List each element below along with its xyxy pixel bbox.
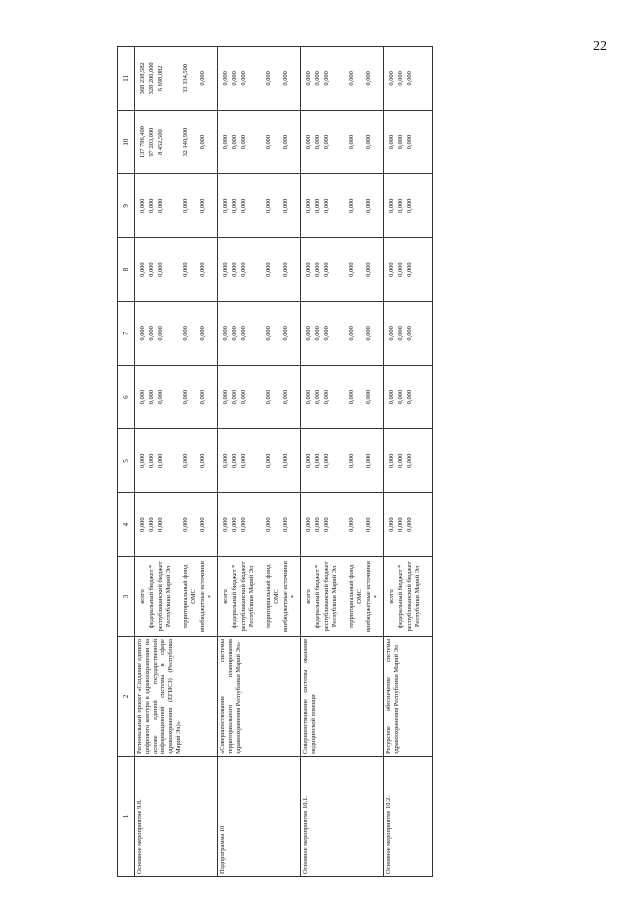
value-column-cell [301,238,384,302]
value-cell: 0,000 [397,134,404,150]
value-cell: 0,000 [139,326,146,341]
value-cell: 0,000 [240,198,247,214]
value-cell: 0,000 [388,453,395,469]
name-cell: Ресурсное обеспечение системы здравоохранения Республики Марий Эл [384,637,433,757]
value-cell: 0,000 [157,517,164,532]
value-column-cell [384,238,433,302]
value-column-cell [135,429,218,493]
value-cell: 0,000 [282,517,289,532]
value-cell: 0,000 [314,326,321,341]
value-cell: 0,000 [282,326,289,341]
value-cell: 0,000 [397,71,404,86]
value-cell: 0,000 [157,389,164,405]
funding-source-label: территориальный фонд ОМС [265,564,280,629]
value-cell: 0,000 [222,71,229,86]
name-cell: «Совершенствование системы территориального планирования здравоохранения Республики Марий Эл» [218,637,301,757]
column-header: 9 [118,174,135,238]
value-cell: 0,000 [397,453,404,469]
value-column-cell [135,493,218,557]
value-cell: 0,000 [314,453,321,469]
value-cell: 0,000 [388,134,395,150]
value-cell: 0,000 [222,198,229,214]
funding-source-label: федеральный бюджет * [148,564,155,629]
value-column-cell [384,174,433,238]
value-cell: 0,000 [323,389,330,405]
value-column-cell [301,110,384,174]
value-column-cell [218,110,301,174]
value-cell: 0,000 [365,517,372,532]
value-cell: 0,000 [148,517,155,532]
value-cell: 33 334,500 [182,64,189,93]
value-cell: 0,000 [323,326,330,341]
value-cell: 0,000 [406,326,413,341]
value-cell: 0,000 [182,453,189,469]
value-cell: 0,000 [314,262,321,277]
value-cell: 0,000 [282,262,289,277]
value-cell: 0,000 [240,517,247,532]
value-cell: 0,000 [305,134,312,150]
value-cell: 0,000 [139,453,146,469]
value-cell: 0,000 [406,71,413,86]
value-cell: 0,000 [365,389,372,405]
value-cell: 0,000 [365,262,372,277]
value-cell: 0,000 [265,71,272,86]
value-cell: 0,000 [348,389,355,405]
value-cell: 0,000 [314,71,321,86]
value-column-cell [301,174,384,238]
value-cell: 0,000 [240,262,247,277]
value-cell: 0,000 [348,71,355,86]
column-header: 11 [118,47,135,111]
value-cell: 0,000 [282,389,289,405]
value-cell: 0,000 [305,453,312,469]
name-cell: Совершенствование системы оказания медицинской помощи [301,637,384,757]
value-cell: 0,000 [305,326,312,341]
column-header: 6 [118,365,135,429]
value-column-cell [301,302,384,366]
value-cell: 0,000 [406,262,413,277]
value-cell: 0,000 [240,326,247,341]
funding-sources-cell [135,557,218,637]
value-column-cell [135,238,218,302]
value-cell: 0,000 [182,198,189,214]
column-header: 3 [118,557,135,637]
value-cell: 137 796,400 [139,126,146,159]
value-cell: 0,000 [199,389,206,405]
event-cell: Основное мероприятие 10.2. [384,757,433,877]
value-cell: 0,000 [348,326,355,341]
value-cell: 0,000 [388,71,395,86]
value-cell: 0,000 [231,198,238,214]
value-cell: 0,000 [323,134,330,150]
value-cell: 0,000 [314,198,321,214]
value-cell: 0,000 [388,198,395,214]
rotated-table-sheet [117,47,537,877]
value-cell: 0,000 [199,453,206,469]
value-cell: 0,000 [182,517,189,532]
value-column-cell [384,365,433,429]
value-cell: 0,000 [157,262,164,277]
value-cell: 0,000 [406,134,413,150]
value-cell: 0,000 [222,517,229,532]
value-cell: 0,000 [157,453,164,469]
value-cell: 0,000 [265,517,272,532]
value-cell: 0,000 [265,389,272,405]
value-column-cell [384,429,433,493]
value-cell: 0,000 [199,134,206,150]
funding-source-label: республиканский бюджет Республики Марий Эл [240,561,255,632]
value-cell: 0,000 [323,262,330,277]
funding-source-label: республиканский бюджет Республики Марий Эл [323,561,338,632]
funding-source-label: федеральный бюджет * [397,564,404,629]
value-cell: 0,000 [397,262,404,277]
value-cell: 0,000 [323,198,330,214]
value-column-cell [218,47,301,111]
value-cell: 0,000 [348,453,355,469]
event-cell: Основное мероприятие 10.1. [301,757,384,877]
funding-source-label: республиканский бюджет Республики Марий Эл [406,561,421,632]
value-cell: 0,000 [222,262,229,277]
value-cell: 0,000 [305,262,312,277]
value-column-cell [301,365,384,429]
value-column-cell [218,174,301,238]
funding-sources-cell [218,557,301,637]
funding-source-label: внебюджетные источники * [365,561,380,632]
value-column-cell [384,302,433,366]
value-cell: 0,000 [406,453,413,469]
value-cell: 0,000 [139,389,146,405]
column-header: 4 [118,493,135,557]
value-cell: 0,000 [406,517,413,532]
value-cell: 0,000 [240,453,247,469]
value-cell: 0,000 [282,134,289,150]
value-cell: 0,000 [348,198,355,214]
value-column-cell [218,493,301,557]
funding-source-label: федеральный бюджет * [314,564,321,629]
value-column-cell [135,110,218,174]
value-column-cell [384,47,433,111]
value-cell: 0,000 [365,71,372,86]
funding-source-label: территориальный фонд ОМС [348,564,363,629]
value-column-cell [135,302,218,366]
value-cell: 0,000 [139,198,146,214]
event-cell: Подпрограмма 10 [218,757,301,877]
value-cell: 0,000 [231,389,238,405]
value-column-cell [135,365,218,429]
value-cell: 0,000 [265,262,272,277]
value-cell: 0,000 [240,134,247,150]
value-column-cell [135,174,218,238]
value-cell: 0,000 [222,326,229,341]
value-cell: 0,000 [148,198,155,214]
table-row [135,47,218,877]
value-cell: 0,000 [406,198,413,214]
value-cell: 97 203,000 [148,127,155,157]
value-cell: 0,000 [388,517,395,532]
value-cell: 0,000 [397,517,404,532]
value-cell: 0,000 [231,517,238,532]
value-cell: 0,000 [305,389,312,405]
value-cell: 0,000 [199,71,206,86]
value-cell: 32 140,900 [182,127,189,157]
value-cell: 0,000 [305,71,312,86]
value-cell: 8 452,500 [157,129,164,155]
value-cell: 0,000 [199,198,206,214]
column-header: 1 [118,757,135,877]
value-cell: 0,000 [314,134,321,150]
column-header: 5 [118,429,135,493]
value-column-cell [135,47,218,111]
value-cell: 0,000 [348,134,355,150]
value-cell: 0,000 [388,326,395,341]
value-cell: 6 698,082 [157,65,164,92]
value-cell: 0,000 [148,326,155,341]
table-row [301,47,384,877]
value-cell: 0,000 [282,453,289,469]
value-cell: 0,000 [222,389,229,405]
funding-sources-cell [301,557,384,637]
value-cell: 0,000 [265,453,272,469]
table-row [384,47,433,877]
funding-source-label: всего [305,589,312,604]
value-cell: 0,000 [240,389,247,405]
value-column-cell [301,47,384,111]
value-cell: 0,000 [365,134,372,150]
value-cell: 0,000 [406,389,413,405]
value-cell: 328 206,000 [148,62,155,95]
value-cell: 0,000 [231,326,238,341]
value-cell: 0,000 [231,453,238,469]
value-cell: 0,000 [323,517,330,532]
value-column-cell [301,429,384,493]
event-cell: Основное мероприятие 9.8. [135,757,218,877]
value-cell: 0,000 [305,517,312,532]
value-cell: 0,000 [365,453,372,469]
value-cell: 0,000 [157,326,164,341]
value-cell: 0,000 [348,262,355,277]
value-cell: 0,000 [182,389,189,405]
value-cell: 0,000 [265,198,272,214]
value-cell: 0,000 [148,262,155,277]
table-body [135,47,433,877]
value-cell: 0,000 [182,326,189,341]
value-cell: 0,000 [139,262,146,277]
funding-sources-cell [384,557,433,637]
value-cell: 0,000 [388,389,395,405]
value-cell: 368 238,582 [139,62,146,95]
column-header: 10 [118,110,135,174]
funding-source-label: внебюджетные источники * [282,561,297,632]
funding-source-label: республиканский бюджет Республики Марий Эл [157,561,172,632]
value-cell: 0,000 [240,71,247,86]
funding-source-label: всего [222,589,229,604]
value-cell: 0,000 [388,262,395,277]
value-column-cell [218,429,301,493]
funding-source-label: всего [139,589,146,604]
budget-table [117,46,433,877]
value-cell: 0,000 [365,198,372,214]
value-cell: 0,000 [199,517,206,532]
value-cell: 0,000 [323,71,330,86]
value-cell: 0,000 [148,389,155,405]
value-cell: 0,000 [222,453,229,469]
value-cell: 0,000 [231,262,238,277]
value-column-cell [384,493,433,557]
value-cell: 0,000 [397,326,404,341]
value-cell: 0,000 [265,134,272,150]
header-row [118,47,135,877]
column-header: 8 [118,238,135,302]
column-header: 7 [118,302,135,366]
value-column-cell [301,493,384,557]
value-cell: 0,000 [157,198,164,214]
value-column-cell [218,238,301,302]
value-cell: 0,000 [231,134,238,150]
value-cell: 0,000 [397,389,404,405]
value-column-cell [218,302,301,366]
value-cell: 0,000 [199,262,206,277]
value-cell: 0,000 [397,198,404,214]
name-cell: Региональный проект «Создание единого цифрового контура в здравоохранении на основе единой государственной информационной системы в сфере здравоохранения (ЕГИСЗ) (Республика Марий Эл)» [135,637,218,757]
value-cell: 0,000 [265,326,272,341]
value-cell: 0,000 [323,453,330,469]
funding-source-label: территориальный фонд ОМС [182,564,197,629]
column-header: 2 [118,637,135,757]
value-cell: 0,000 [348,517,355,532]
value-cell: 0,000 [314,517,321,532]
value-cell: 0,000 [231,71,238,86]
value-cell: 0,000 [305,198,312,214]
funding-source-label: федеральный бюджет * [231,564,238,629]
value-column-cell [384,110,433,174]
funding-source-label: внебюджетные источники * [199,561,214,632]
table-row [218,47,301,877]
value-cell: 0,000 [314,389,321,405]
funding-source-label: всего [388,589,395,604]
value-cell: 0,000 [282,198,289,214]
value-column-cell [218,365,301,429]
value-cell: 0,000 [182,262,189,277]
page-number: 22 [593,39,607,54]
value-cell: 0,000 [222,134,229,150]
value-cell: 0,000 [148,453,155,469]
value-cell: 0,000 [282,71,289,86]
value-cell: 0,000 [365,326,372,341]
value-cell: 0,000 [199,326,206,341]
value-cell: 0,000 [139,517,146,532]
